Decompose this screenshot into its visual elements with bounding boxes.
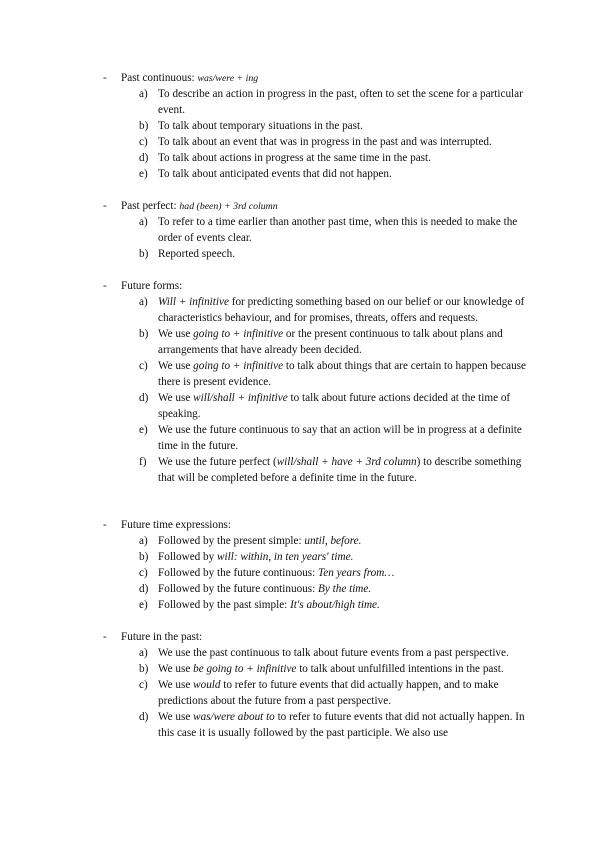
item-letter: c) [139,567,148,579]
list-item: d) We use was/were about to to refer to future events that did not actually happen. In this case it is usually followed by the past participle. We also use [139,711,525,739]
list-item: b) We use going to + infinitive or the present continuous to talk about plans and arrangements that have already been decided. [139,328,503,356]
item-letter: a) [139,296,148,308]
list-item: c) To talk about an event that was in progress in the past and was interrupted. [139,136,492,148]
item-letter: d) [139,392,149,404]
item-letter: c) [139,360,148,372]
list-item: a) To refer to a time earlier than another past time, when this is needed to make the order of events clear. [139,216,518,244]
list-item: f) We use the future perfect (will/shall + have + 3rd column) to describe something that will be completed before a definite time in the future. [139,456,522,484]
list-item: b) To talk about temporary situations in the past. [139,120,363,132]
item-letter: b) [139,328,149,340]
section-future-time-expressions [0,517,600,613]
item-letter: c) [139,136,148,148]
section-title: Future forms: [121,280,183,292]
item-letter: b) [139,120,149,132]
item-letter: b) [139,551,149,563]
section-title: Future time expressions: [121,519,231,531]
item-letter: c) [139,679,148,691]
item-letter: e) [139,168,148,180]
list-item: e) To talk about anticipated events that did not happen. [139,168,392,180]
list-item: b) We use be going to + infinitive to talk about unfulfilled intentions in the past. [139,663,504,675]
list-item: d) We use will/shall + infinitive to talk about future actions decided at the time of speaking. [139,392,511,420]
item-letter: d) [139,583,149,595]
section-title: Past perfect: had (been) + 3rd column [121,200,278,212]
item-list [0,214,600,262]
section-heading [0,629,600,645]
item-letter: a) [139,535,148,547]
list-item: c) We use going to + infinitive to talk about things that are certain to happen because there is present evidence. [139,360,526,388]
bullet-dash: - [103,631,107,643]
list-item: e) Followed by the past simple: It's about/high time. [139,599,380,611]
list-item: a) Followed by the present simple: until, before. [139,535,362,547]
item-letter: f) [139,456,147,468]
list-item: d) To talk about actions in progress at the same time in the past. [139,152,431,164]
item-list [0,86,600,182]
list-item: a) We use the past continuous to talk about future events from a past perspective. [139,647,509,659]
item-list [0,294,600,486]
list-item: c) Followed by the future continuous: Ten years from… [139,567,395,579]
bullet-dash: - [103,200,107,212]
item-letter: a) [139,216,148,228]
bullet-dash: - [103,280,107,292]
section-title: Past continuous: was/were + ing [121,72,259,84]
list-item: a) To describe an action in progress in the past, often to set the scene for a particular event. [139,88,523,116]
section-heading [0,198,600,214]
list-item: b) Followed by will: within, in ten years' time. [139,551,354,563]
section-future-forms [0,278,600,486]
item-letter: e) [139,599,148,611]
section-heading [0,70,600,86]
section-formula: had (been) + 3rd column [179,201,278,212]
bullet-dash: - [103,519,107,531]
list-item: a) Will + infinitive for predicting something based on our belief or our knowledge of characteristics behaviour, and for promises, threats, offers and requests. [139,296,525,324]
item-list [0,645,600,741]
section-title: Future in the past: [121,631,203,643]
section-future-in-the-past [0,629,600,741]
list-item: b) Reported speech. [139,248,236,260]
item-list [0,533,600,613]
section-formula: was/were + ing [197,73,259,84]
item-letter: a) [139,88,148,100]
item-letter: d) [139,152,149,164]
section-past-continuous [0,70,600,182]
list-item: d) Followed by the future continuous: By the time. [139,583,372,595]
list-item: e) We use the future continuous to say that an action will be in progress at a definite time in the future. [139,424,522,452]
item-letter: e) [139,424,148,436]
bullet-dash: - [103,72,107,84]
item-letter: b) [139,248,149,260]
section-heading [0,517,600,533]
item-letter: b) [139,663,149,675]
list-item: c) We use would to refer to future events that did actually happen, and to make predictions about the future from a past perspective. [139,679,499,707]
section-heading [0,278,600,294]
section-past-perfect [0,198,600,262]
item-letter: d) [139,711,149,723]
item-letter: a) [139,647,148,659]
